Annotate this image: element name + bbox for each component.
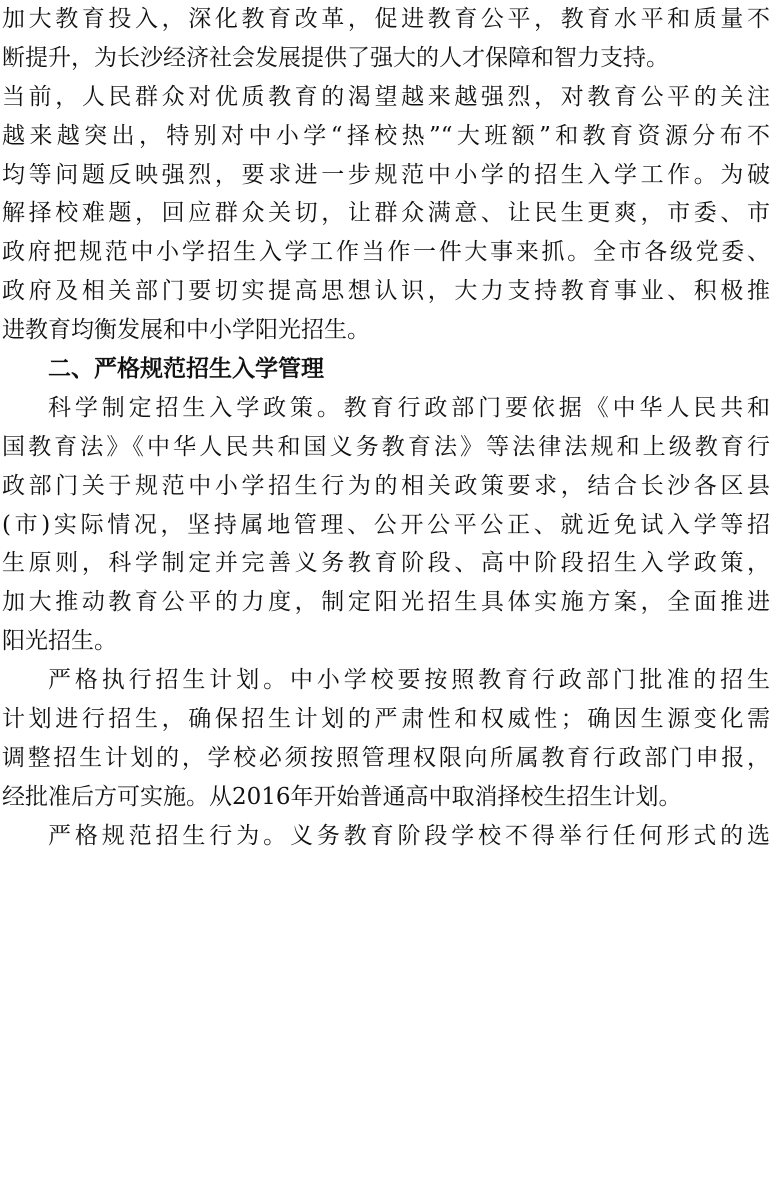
text-line: 加大推动教育公平的力度，制定阳光招生具体实施方案，全面推进 <box>2 589 770 616</box>
text-line: 当前，人民群众对优质教育的渴望越来越强烈，对教育公平的关注 <box>2 83 770 110</box>
text-line: 断提升，为长沙经济社会发展提供了强大的人才保障和智力支持。 <box>2 44 669 71</box>
text-line: 进教育均衡发展和中小学阳光招生。 <box>2 317 370 344</box>
paragraph-first-line: 严格执行招生计划。中小学校要按照教育行政部门批准的招生 <box>48 667 770 694</box>
paragraph-first-line: 严格规范招生行为。义务教育阶段学校不得举行任何形式的选 <box>48 822 770 849</box>
text-line: 越来越突出，特别对中小学“择校热”“大班额”和教育资源分布不 <box>2 122 770 149</box>
text-line: 均等问题反映强烈，要求进一步规范中小学的招生入学工作。为破 <box>2 161 770 188</box>
text-line: 政部门关于规范中小学招生行为的相关政策要求，结合长沙各区县 <box>2 472 770 499</box>
text-line: 国教育法》《中华人民共和国义务教育法》等法律法规和上级教育行 <box>2 433 770 460</box>
text-line: 生原则，科学制定并完善义务教育阶段、高中阶段招生入学政策， <box>2 550 770 577</box>
text-line: 加大教育投入，深化教育改革，促进教育公平，教育水平和质量不 <box>2 6 770 32</box>
text-line: (市)实际情况，坚持属地管理、公开公平公正、就近免试入学等招 <box>2 511 770 538</box>
document-page <box>2 0 770 856</box>
section-heading: 二、严格规范招生入学管理 <box>48 356 324 383</box>
text-line: 解择校难题，回应群众关切，让群众满意、让民生更爽，市委、市 <box>2 200 770 227</box>
text-line: 阳光招生。 <box>2 628 117 655</box>
paragraph-first-line: 科学制定招生入学政策。教育行政部门要依据《中华人民共和 <box>48 394 770 421</box>
text-line: 政府及相关部门要切实提高思想认识，大力支持教育事业、积极推 <box>2 278 770 305</box>
text-line: 调整招生计划的，学校必须按照管理权限向所属教育行政部门申报， <box>2 744 770 771</box>
text-line: 经批准后方可实施。从2016年开始普通高中取消择校生招生计划。 <box>2 783 682 810</box>
text-line: 政府把规范中小学招生入学工作当作一件大事来抓。全市各级党委、 <box>2 239 770 266</box>
text-line: 计划进行招生，确保招生计划的严肃性和权威性；确因生源变化需 <box>2 706 770 733</box>
